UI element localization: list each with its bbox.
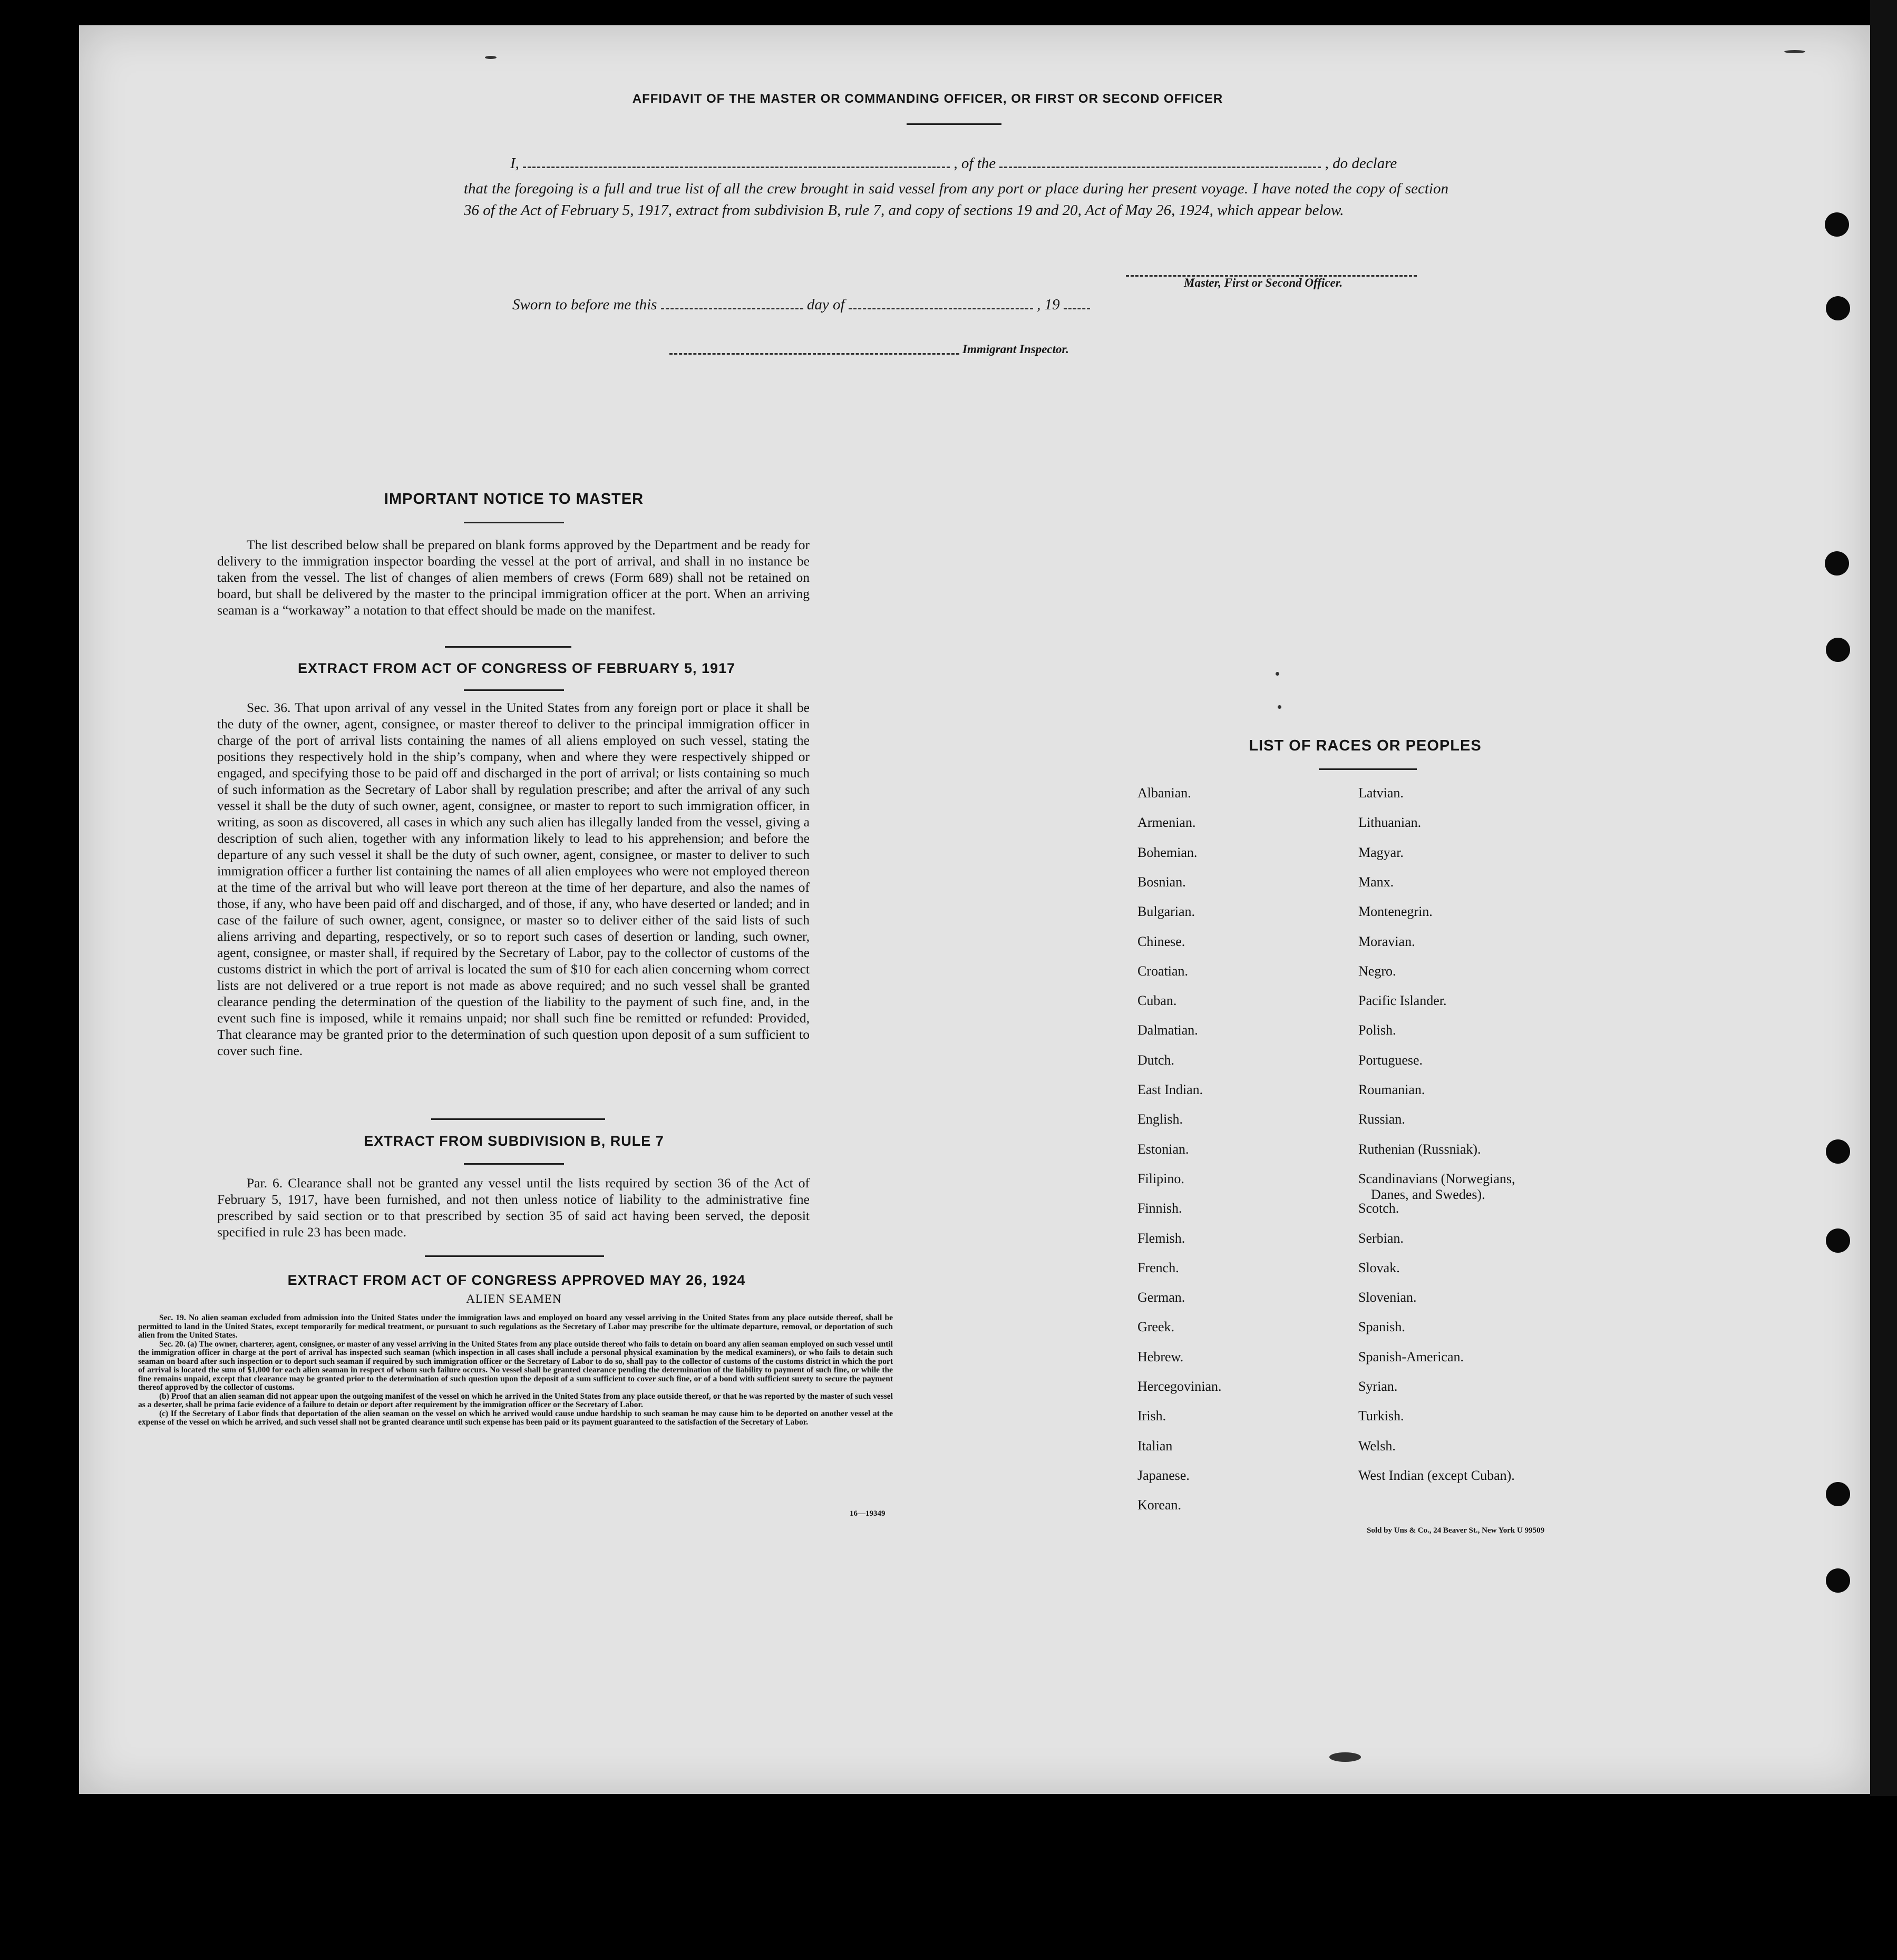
races-title-rule bbox=[1319, 768, 1417, 770]
affidavit-declaration-line bbox=[510, 155, 1448, 172]
race-item: Syrian. bbox=[1358, 1379, 1398, 1394]
race-item: Magyar. bbox=[1358, 844, 1404, 860]
section-19: Sec. 19. No alien seaman excluded from admission into the United States under the immigration laws and employed on board any vessel arriving in the United States from any place outside thereof, shall be permitted to land in the United States, except temporarily for medical treatment, or pursuant to such regulations as the Secretary of Labor may prescribe for the ultimate departure, removal, or deportation of such alien from the United States. bbox=[138, 1313, 893, 1340]
race-item: Slovenian. bbox=[1358, 1290, 1417, 1305]
affidavit-title: AFFIDAVIT OF THE MASTER OR COMMANDING OFFICER, OR FIRST OR SECOND OFFICER bbox=[632, 92, 1223, 106]
race-item: Korean. bbox=[1137, 1497, 1182, 1513]
year-label: , 19 bbox=[1037, 296, 1060, 313]
subdivision-b-title: EXTRACT FROM SUBDIVISION B, RULE 7 bbox=[364, 1133, 664, 1149]
master-signature-label: Master, First or Second Officer. bbox=[1184, 276, 1343, 289]
affidavit-declare-label: , do declare bbox=[1325, 155, 1397, 172]
race-item: Flemish. bbox=[1137, 1230, 1185, 1246]
punch-hole bbox=[1826, 1139, 1850, 1164]
punch-hole bbox=[1826, 296, 1850, 320]
race-item: Dutch. bbox=[1137, 1052, 1175, 1068]
race-item: Bohemian. bbox=[1137, 844, 1198, 860]
race-item: Moravian. bbox=[1358, 933, 1415, 949]
sworn-label: Sworn to before me this bbox=[512, 296, 657, 313]
punch-hole bbox=[1825, 212, 1849, 237]
extract-1924-body bbox=[138, 1314, 893, 1427]
race-item: Bulgarian. bbox=[1137, 904, 1195, 920]
punch-hole bbox=[1826, 638, 1850, 662]
race-item: Ruthenian (Russniak). bbox=[1358, 1141, 1481, 1157]
race-item: Dalmatian. bbox=[1137, 1022, 1198, 1038]
race-item: Spanish. bbox=[1358, 1319, 1405, 1335]
sworn-year-field[interactable] bbox=[1064, 296, 1090, 309]
race-item: Filipino. bbox=[1137, 1171, 1184, 1186]
section-divider bbox=[425, 1255, 604, 1257]
notice-title-rule bbox=[464, 522, 564, 523]
race-item: Greek. bbox=[1137, 1319, 1175, 1335]
extract-1917-rule bbox=[464, 689, 564, 691]
race-item: Japanese. bbox=[1137, 1467, 1190, 1483]
race-item: Russian. bbox=[1358, 1111, 1405, 1127]
extract-1924-subtitle: ALIEN SEAMEN bbox=[466, 1292, 562, 1305]
race-item: English. bbox=[1137, 1111, 1183, 1127]
race-item: West Indian (except Cuban). bbox=[1358, 1467, 1515, 1483]
race-item: Negro. bbox=[1358, 963, 1396, 979]
races-title: LIST OF RACES OR PEOPLES bbox=[1249, 737, 1482, 754]
race-item: Bosnian. bbox=[1137, 874, 1186, 890]
form-number: 16—19349 bbox=[850, 1509, 886, 1518]
section-divider bbox=[445, 646, 571, 648]
race-item: Polish. bbox=[1358, 1022, 1396, 1038]
section-20a: Sec. 20. (a) The owner, charterer, agent, consignee, or master of any vessel arriving in the United States from any place outside thereof who fails to detain on board any alien seaman employed on such vessel until the immigration officer in charge at the port of arrival has inspected such seaman (which inspection in all cases shall include a personal physical examination by the medical examiners), or who fails to detain such seaman on board after such inspection or to deport such seaman if required by such immigration officer or the Secretary of Labor to do so, shall pay to the collector of customs of the customs district in which the port of arrival is located the sum of $1,000 for each alien seaman in respect of whom such failure occurs. No vessel shall be granted clearance pending the determination of the liability to payment of such fine, or while the fine remains unpaid, except that clearance may be granted prior to the determination of such question upon the deposit of a sum sufficient to cover such fine, or of a bond with sufficient surety to secure the payment thereof approved by the collector of customs. bbox=[138, 1339, 893, 1392]
subdivision-b-body: Par. 6. Clearance shall not be granted any vessel until the lists required by section 36 of the Act of February 5, 1917, have been furnished, and not then unless notice of liability to the administrative fine prescribed by said section or to that prescribed by section 35 of said act having been served, the deposit specified in rule 23 has been made. bbox=[217, 1175, 810, 1240]
race-item: Latvian. bbox=[1358, 785, 1404, 801]
extract-1917-body: Sec. 36. That upon arrival of any vessel in the United States from any foreign port or place it shall be the duty of the owner, agent, consignee, or master thereof to deliver to the principal immigration officer in charge of the port of arrival lists containing the names of all aliens employed on such vessel, stating the positions they respectively hold in the ship’s company, when and where they were respectively shipped or engaged, and specifying those to be paid off and discharged in the port of arrival; or lists containing so much of such information as the Secretary of Labor shall by regulation prescribe; and after the arrival of any such vessel it shall be the duty of such owner, agent, consignee, or master to report to such immigration officer, in writing, as soon as discovered, all cases in which any such alien has illegally landed from the vessel, giving a description of such alien, together with any information likely to lead to his apprehension; and before the departure of any such vessel it shall be the duty of such owner, agent, consignee, or master to deliver to such immigration officer a further list containing the names of all alien employees who were not employed thereon at the time of the arrival but who will leave port thereon at the time of her departure, and also the names of those, if any, who have been paid off and discharged, and of those, if any, who have deserted or landed; and in case of the failure of such owner, agent, consignee, or master so to deliver either of the said lists of such aliens arriving and departing, respectively, or so to report such cases of desertion or landing, such owner, agent, consignee, or master shall, if required by the Secretary of Labor, pay to the collector of customs of the customs district in which the port of arrival is located the sum of $10 for each alien concerning whom correct lists are not delivered or a true report is not made as above required; and no such vessel shall be granted clearance pending the determination of the question of the liability to the payment of such fine, and, in the event such fine is imposed, while it remains unpaid; nor shall such fine be remitted or refunded: Provided, That clearance may be granted prior to the determination of such question upon deposit of a sum sufficient to cover such fine. bbox=[217, 700, 810, 1058]
race-item: Lithuanian. bbox=[1358, 815, 1422, 831]
subdivision-b-rule bbox=[464, 1163, 564, 1165]
affidavit-title-rule bbox=[907, 123, 1001, 125]
extract-1917-title: EXTRACT FROM ACT OF CONGRESS OF FEBRUARY 5, 1917 bbox=[297, 660, 736, 676]
affidavit-of-the-label: , of the bbox=[954, 155, 996, 172]
punch-hole bbox=[1825, 551, 1849, 576]
section-20c: (c) If the Secretary of Labor finds that deportation of the alien seaman on the vessel on which he arrived would cause undue hardship to such seaman he may cause him to be deported on another vessel at the expense of the vessel on which he arrived, and such vessel shall not be granted clearance until such expense has been paid or its payment guaranteed to the satisfaction of the Secretary of Labor. bbox=[138, 1409, 893, 1427]
race-item: Roumanian. bbox=[1358, 1082, 1425, 1097]
race-item: East Indian. bbox=[1137, 1082, 1203, 1097]
race-item: Welsh. bbox=[1358, 1438, 1396, 1454]
race-item: Pacific Islander. bbox=[1358, 993, 1447, 1009]
section-divider bbox=[431, 1118, 605, 1120]
race-item: Spanish-American. bbox=[1358, 1349, 1464, 1364]
scan-speck bbox=[1278, 705, 1281, 709]
scan-edge bbox=[1870, 0, 1897, 1796]
race-item: Manx. bbox=[1358, 874, 1394, 890]
section-20b: (b) Proof that an alien seaman did not appear upon the outgoing manifest of the vessel on which he arrived in the United States from any place outside thereof, or that he was reported by the master of such vessel as a deserter, shall be prima facie evidence of a failure to detain or deport after requirement by the immigration officer or the Secretary of Labor. bbox=[138, 1391, 893, 1409]
race-item: Estonian. bbox=[1137, 1141, 1189, 1157]
race-item: Hebrew. bbox=[1137, 1349, 1184, 1364]
race-item: Cuban. bbox=[1137, 993, 1177, 1009]
scan-speck bbox=[1276, 672, 1279, 676]
race-item: Italian bbox=[1137, 1438, 1173, 1454]
affidavit-body: that the foregoing is a full and true list of all the crew brought in said vessel from any port or place during her present voyage. I have noted the copy of section 36 of the Act of February 5, 1917, extract from subdivision B, rule 7, and copy of sections 19 and 20, Act of May 26, 1924, which appear below. bbox=[464, 180, 1448, 219]
day-of-label: day of bbox=[806, 296, 845, 313]
race-item: Portuguese. bbox=[1358, 1052, 1423, 1068]
race-item: German. bbox=[1137, 1290, 1185, 1305]
race-item: Serbian. bbox=[1358, 1230, 1404, 1246]
affidavit-i-label: I, bbox=[510, 155, 519, 172]
race-item: Turkish. bbox=[1358, 1408, 1404, 1424]
race-item: Croatian. bbox=[1137, 963, 1189, 979]
race-item: Scandinavians (Norwegians, bbox=[1358, 1171, 1515, 1186]
sworn-line bbox=[512, 296, 1090, 314]
race-item: Scotch. bbox=[1358, 1201, 1399, 1216]
punch-hole bbox=[1826, 1568, 1850, 1593]
sold-by-imprint: Sold by Uns & Co., 24 Beaver St., New York U 99509 bbox=[1367, 1526, 1545, 1535]
race-item: Danes, and Swedes). bbox=[1371, 1186, 1485, 1202]
extract-1924-title: EXTRACT FROM ACT OF CONGRESS APPROVED MAY 26, 1924 bbox=[287, 1272, 746, 1288]
vessel-name-field[interactable] bbox=[999, 155, 1321, 168]
race-item: Slovak. bbox=[1358, 1260, 1400, 1275]
inspector-label: Immigrant Inspector. bbox=[962, 343, 1069, 356]
race-item: Hercegovinian. bbox=[1137, 1379, 1222, 1394]
sworn-day-field[interactable] bbox=[661, 296, 803, 309]
scan-speck bbox=[1329, 1752, 1361, 1762]
punch-hole bbox=[1826, 1228, 1850, 1253]
sworn-month-field[interactable] bbox=[849, 296, 1033, 309]
scan-bottom-margin bbox=[0, 1796, 1897, 1960]
race-item: Armenian. bbox=[1137, 815, 1196, 831]
punch-hole bbox=[1826, 1482, 1850, 1506]
master-name-field[interactable] bbox=[523, 155, 950, 168]
scan-speck bbox=[485, 56, 497, 59]
notice-title: IMPORTANT NOTICE TO MASTER bbox=[384, 491, 644, 508]
inspector-signature-line[interactable] bbox=[669, 351, 959, 355]
scan-speck bbox=[1784, 50, 1805, 53]
race-item: French. bbox=[1137, 1260, 1179, 1275]
notice-body: The list described below shall be prepared on blank forms approved by the Department and be ready for delivery to the immigration inspector boarding the vessel at the port of arrival, and shall in no instance be taken from the vessel. The list of changes of alien members of crews (Form 689) shall not be retained on board, but shall be delivered by the master to the principal immigration officer at the port. When an arriving seaman is a “workaway” a notation to that effect should be made on the manifest. bbox=[217, 537, 810, 618]
race-item: Montenegrin. bbox=[1358, 904, 1433, 920]
race-item: Albanian. bbox=[1137, 785, 1191, 801]
race-item: Finnish. bbox=[1137, 1201, 1182, 1216]
race-item: Irish. bbox=[1137, 1408, 1166, 1424]
race-item: Chinese. bbox=[1137, 933, 1185, 949]
